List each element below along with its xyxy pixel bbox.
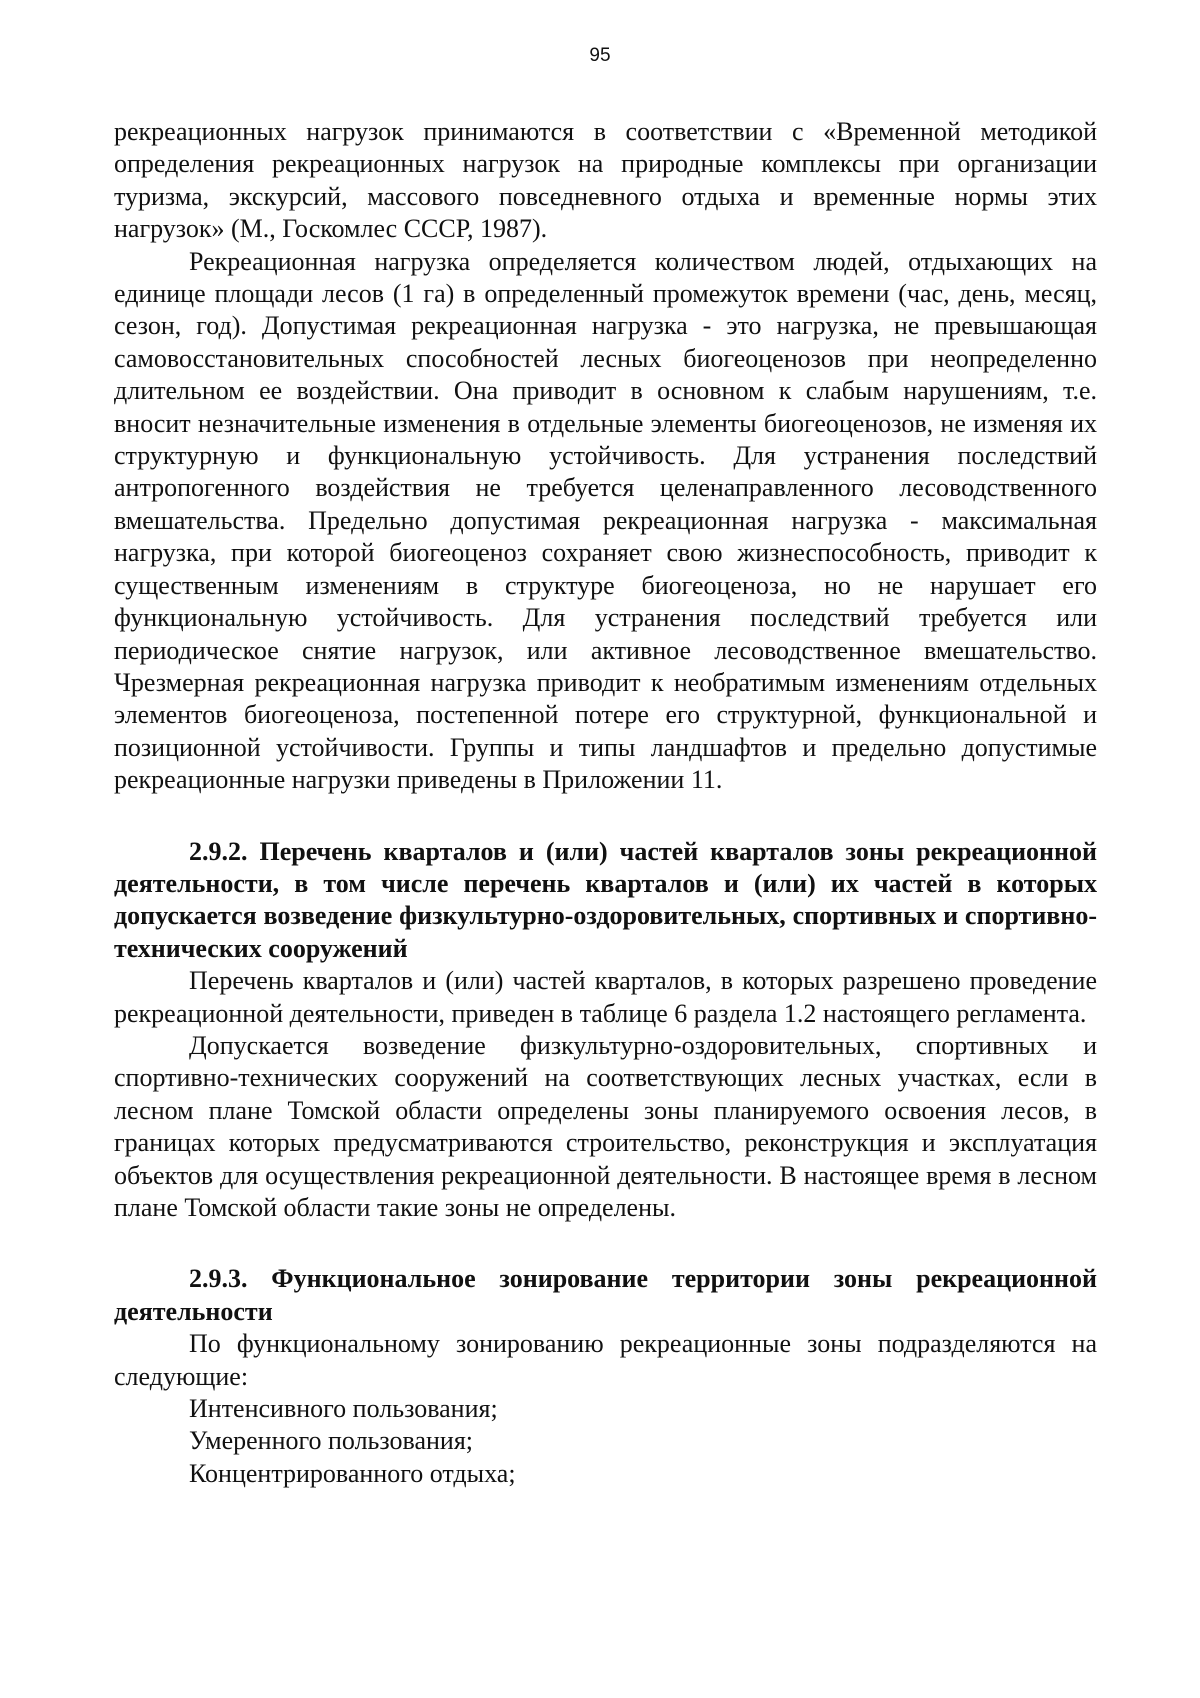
zone-list-item: Концентрированного отдыха; xyxy=(189,1458,516,1488)
paragraph-continuation: рекреационных нагрузок принимаются в соответствии с «Временной методикой определения рекреационных нагрузок на природные комплексы при организации туризма, экскурсий, массового повседневного отдыха и временные нормы этих нагрузок» (М., Госкомлес СССР, 1987). xyxy=(114,117,1097,244)
section-2-9-2-title: 2.9.2. Перечень кварталов и (или) частей кварталов зоны рекреационной деятельности, в том числе перечень кварталов и (или) их частей в которых допускается возведение физкультурно-оздоровительных, спортивных и спортивно-технических сооружений xyxy=(114,836,1097,963)
paragraph-recreational-load: Рекреационная нагрузка определяется количеством людей, отдыхающих на единице площади лесов (1 га) в определенный промежуток времени (час, день, месяц, сезон, год). Допустимая рекреационная нагрузка - это нагрузка, не превышающая самовосстановительных способностей лесных биогеоценозов при неопределенно длительном ее воздействии. Она приводит в основном к слабым нарушениям, т.е. вносит незначительные изменения в отдельные элементы биогеоценозов, не изменяя их структурную и функциональную устойчивость. Для устранения последствий антропогенного воздействия не требуется целенаправленного лесоводственного вмешательства. Предельно допустимая рекреационная нагрузка - максимальная нагрузка, при которой биогеоценоз сохраняет свою жизнеспособность, приводит к существенным изменениям в структуре биогеоценоза, но не нарушает его функциональную устойчивость. Для устранения последствий требуется или периодическое снятие нагрузок, или активное лесоводственное вмешательство. Чрезмерная рекреационная нагрузка приводит к необратимым изменениям отдельных элементов биогеоценоза, постепенной потере его структурной, функциональной и позиционной устойчивости. Группы и типы ландшафтов и предельно допустимые рекреационные нагрузки приведены в Приложении 11. xyxy=(114,246,1097,795)
zone-list-item: Интенсивного пользования; xyxy=(189,1394,498,1424)
section-2-9-2-paragraph: Допускается возведение физкультурно-оздоровительных, спортивных и спортивно-технических сооружений на соответствующих лесных участках, если в лесном плане Томской области определены зоны планируемого освоения лесов, в границах которых предусматриваются строительство, реконструкция и эксплуатация объектов для осуществления рекреационной деятельности. В настоящее время в лесном плане Томской области такие зоны не определены. xyxy=(114,1030,1097,1222)
document-body xyxy=(114,116,1097,1490)
section-2-9-2-paragraph: Перечень кварталов и (или) частей кварталов, в которых разрешено проведение рекреационной деятельности, приведен в таблице 6 раздела 1.2 настоящего регламента. xyxy=(114,966,1097,1028)
section-spacer xyxy=(114,797,1097,836)
page-number: 95 xyxy=(589,45,611,66)
zone-list-item: Умеренного пользования; xyxy=(189,1426,474,1456)
section-2-9-3-title: 2.9.3. Функциональное зонирование территории зоны рекреационной деятельности xyxy=(114,1264,1097,1326)
section-spacer xyxy=(114,1224,1097,1263)
section-2-9-3-intro: По функциональному зонированию рекреационные зоны подразделяются на следующие: xyxy=(114,1329,1097,1391)
